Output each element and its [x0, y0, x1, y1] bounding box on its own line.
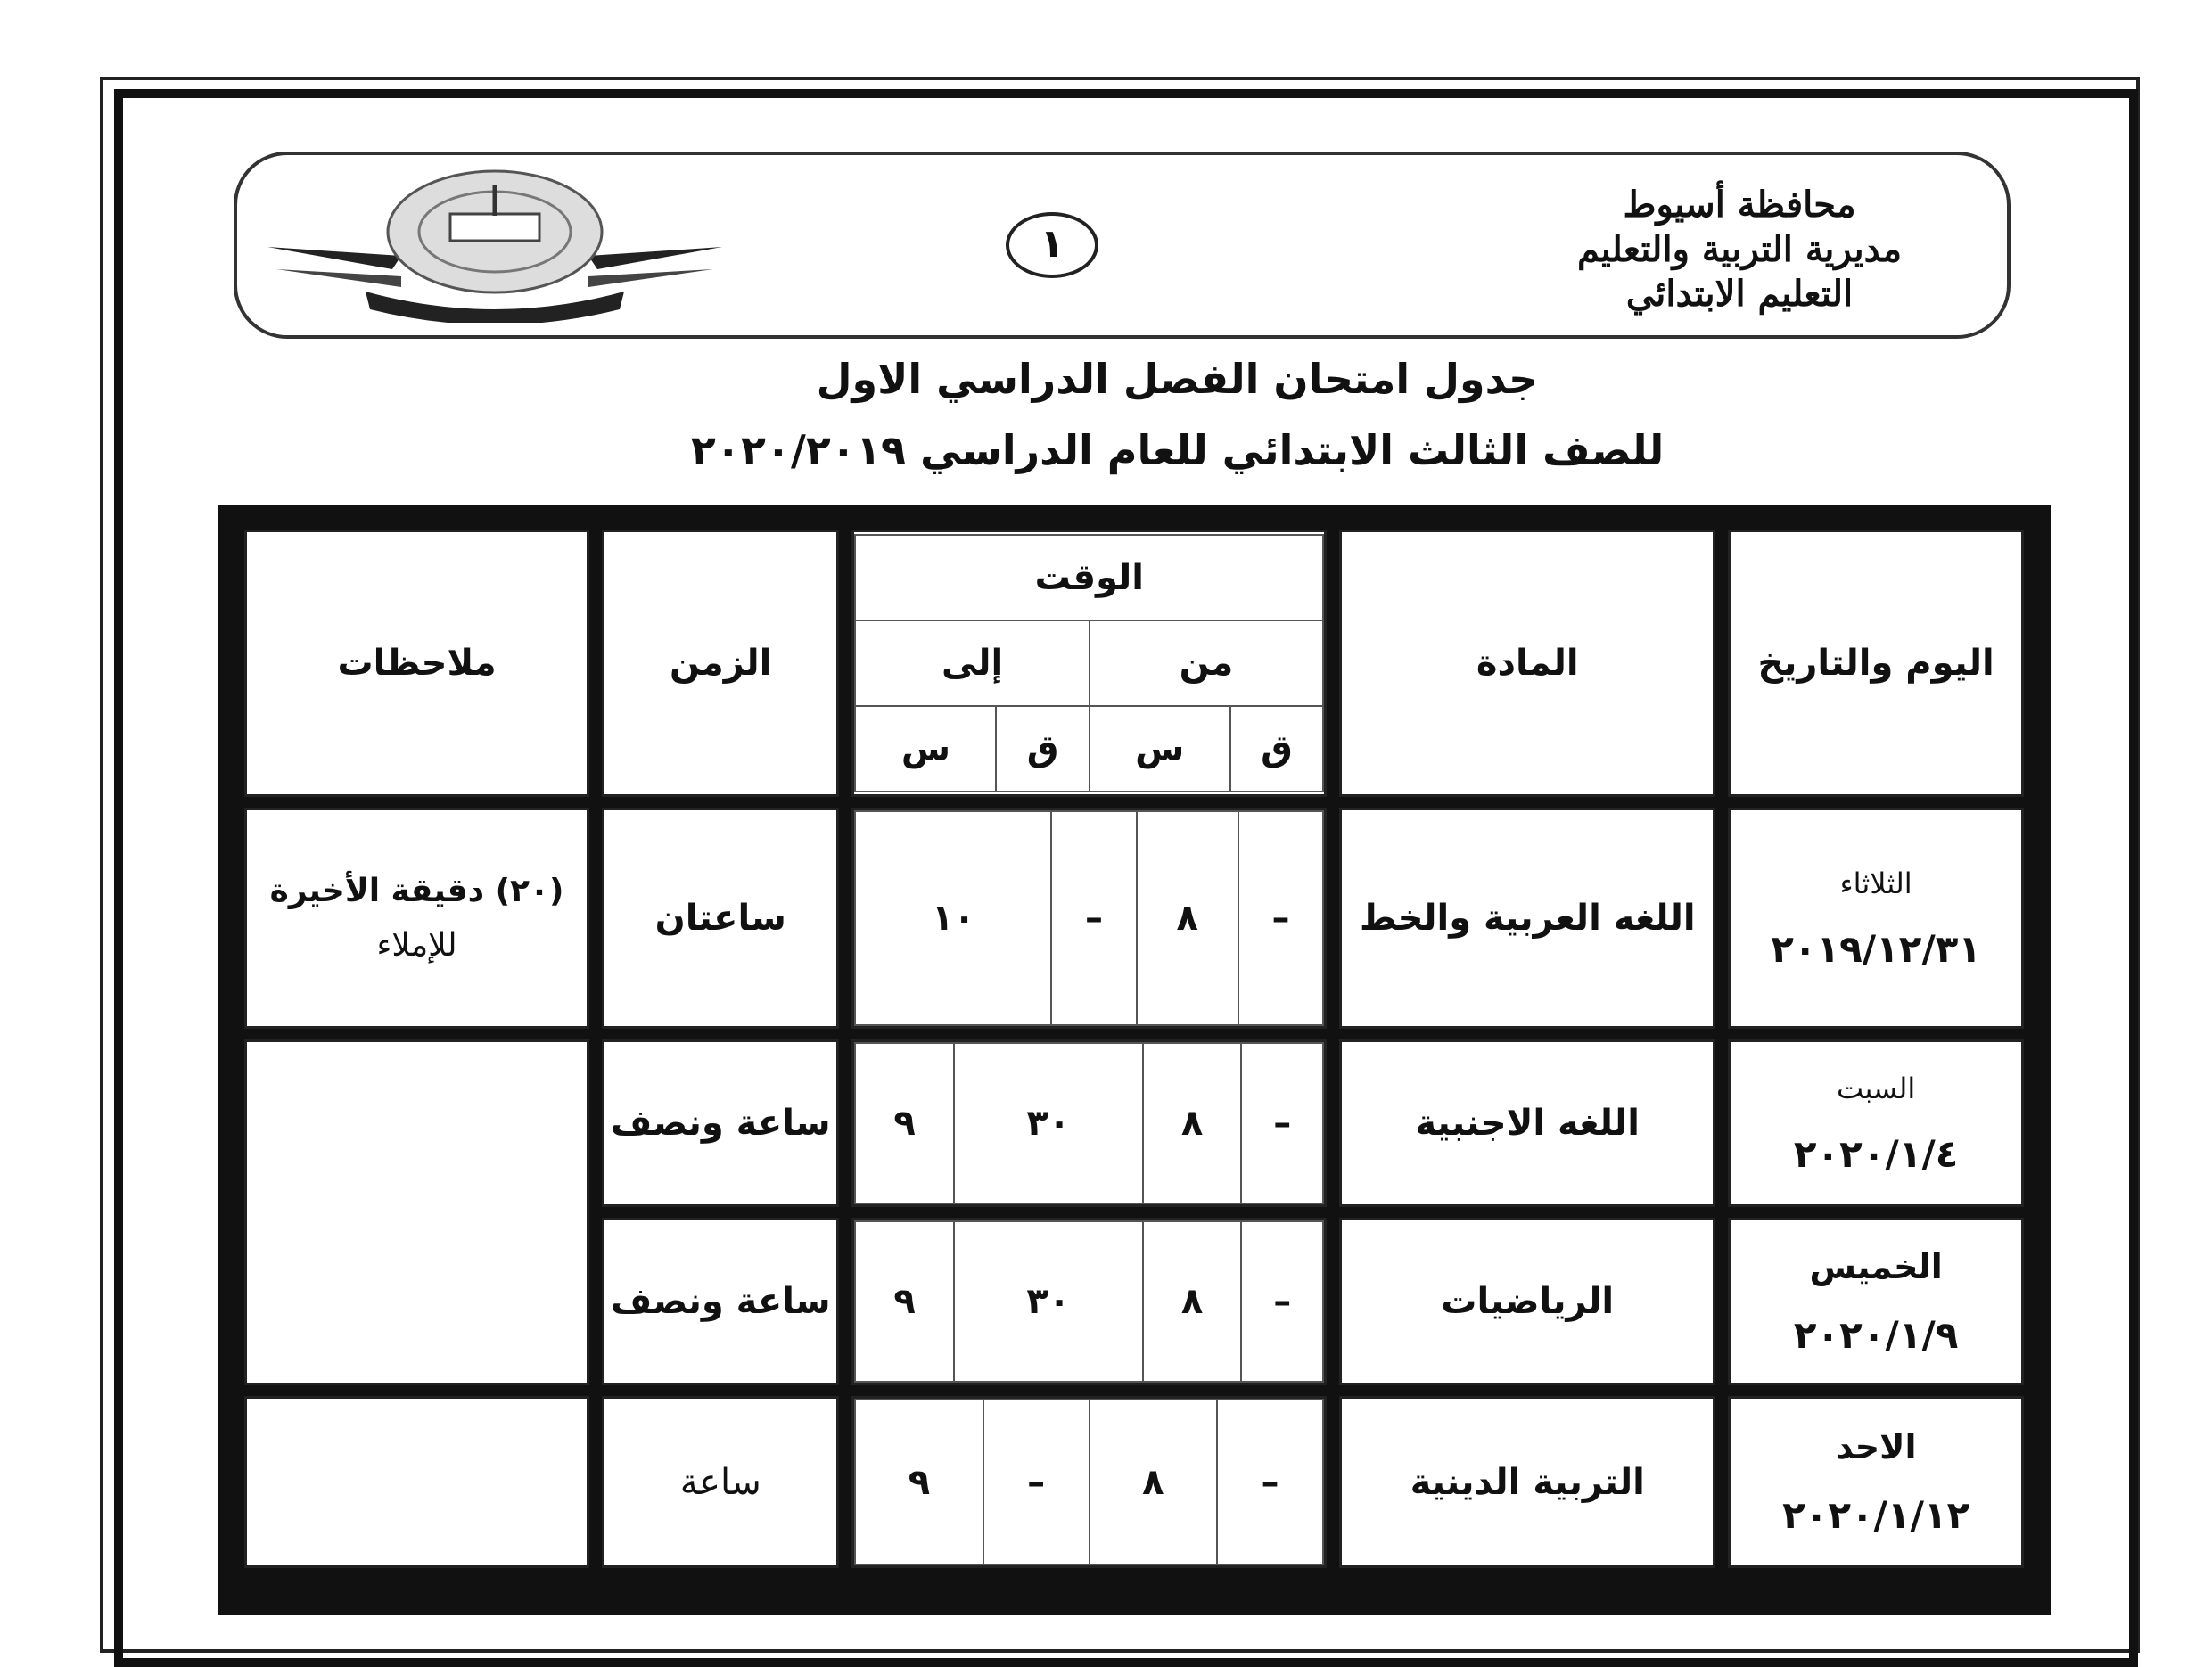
exam-date: ٢٠١٩/١٢/٣١ [1771, 926, 1982, 971]
header-from-minute: ق [1230, 706, 1323, 792]
time-cell [851, 808, 1327, 1029]
day-date-cell [1728, 1218, 2024, 1385]
duration-cell: ساعة [602, 1396, 839, 1568]
to-hour: ٩ [855, 1043, 953, 1203]
day-name: الاحد [1835, 1427, 1917, 1466]
header-subject: المادة [1339, 530, 1715, 797]
to-hour: ٩ [855, 1221, 953, 1382]
time-cell [851, 1039, 1327, 1207]
header-to-hour: س [855, 706, 996, 792]
day-date-cell [1728, 808, 2024, 1029]
header-from: من [1090, 620, 1323, 706]
exam-date: ٢٠٢٠/١/١٢ [1782, 1493, 1970, 1537]
table-row [244, 1396, 2024, 1568]
header-time: الوقت [855, 535, 1323, 620]
department-name: التعليم الابتدائي [1625, 273, 1854, 315]
emblem-logo-icon [267, 162, 722, 323]
day-name: السبت [1837, 1071, 1916, 1105]
notes-cell [244, 1039, 589, 1385]
directorate-name: مديرية التربية والتعليم [1576, 228, 1903, 270]
from-minute: – [1241, 1221, 1323, 1382]
from-minute: – [1217, 1400, 1323, 1564]
from-hour: ٨ [1137, 811, 1238, 1025]
table-row [244, 808, 2024, 1029]
header-to: إلى [855, 620, 1089, 706]
header-day-date: اليوم والتاريخ [1728, 530, 2024, 797]
duration-cell: ساعتان [602, 808, 839, 1029]
subject-cell: اللغه الاجنبية [1339, 1039, 1715, 1207]
notes-cell [244, 808, 589, 1029]
from-minute: – [1238, 811, 1323, 1025]
header-duration: الزمن [602, 530, 839, 797]
to-hour: ٩ [855, 1400, 983, 1564]
to-minute: ٣٠ [954, 1221, 1143, 1382]
notes-line: (٢٠) دقيقة الأخيرة [269, 873, 564, 909]
time-cell [851, 1218, 1327, 1385]
letterhead-text [1427, 183, 2052, 316]
exam-date: ٢٠٢٠/١/٤ [1793, 1131, 1959, 1176]
notes-cell [244, 1396, 589, 1568]
header-time-group [851, 530, 1327, 797]
day-name: الثلاثاء [1839, 866, 1912, 900]
from-minute: – [1241, 1043, 1323, 1203]
from-hour: ٨ [1143, 1043, 1241, 1203]
duration-cell: ساعة ونصف [602, 1039, 839, 1207]
to-minute: – [983, 1400, 1090, 1564]
governorate-name: محافظة أسيوط [1623, 184, 1856, 226]
header-to-minute: ق [996, 706, 1089, 792]
time-cell [851, 1396, 1327, 1568]
table-row [244, 1039, 2024, 1207]
subject-cell: اللغه العربية والخط [1339, 808, 1715, 1029]
to-minute: ٣٠ [954, 1043, 1143, 1203]
notes-line: للإملاء [376, 927, 457, 964]
to-minute: – [1051, 811, 1136, 1025]
day-date-cell [1728, 1396, 2024, 1568]
day-name: الخميس [1809, 1246, 1943, 1286]
subject-cell: الرياضيات [1339, 1218, 1715, 1385]
document-title: جدول امتحان الفصل الدراسي الاول [816, 355, 1539, 403]
exam-date: ٢٠٢٠/١/٩ [1793, 1312, 1959, 1357]
from-hour: ٨ [1090, 1400, 1217, 1564]
from-hour: ٨ [1143, 1221, 1241, 1382]
document-subtitle: للصف الثالث الابتدائي للعام الدراسي ٢٠٢٠/٢٠١٩ [690, 426, 1665, 474]
header-notes: ملاحظات [244, 530, 589, 797]
page-number-badge: ١ [1006, 212, 1098, 278]
header-from-hour: س [1090, 706, 1230, 792]
duration-cell: ساعة ونصف [602, 1218, 839, 1385]
subject-cell: التربية الدينية [1339, 1396, 1715, 1568]
to-hour: ١٠ [855, 811, 1051, 1025]
exam-schedule-table [218, 505, 2051, 1615]
day-date-cell [1728, 1039, 2024, 1207]
